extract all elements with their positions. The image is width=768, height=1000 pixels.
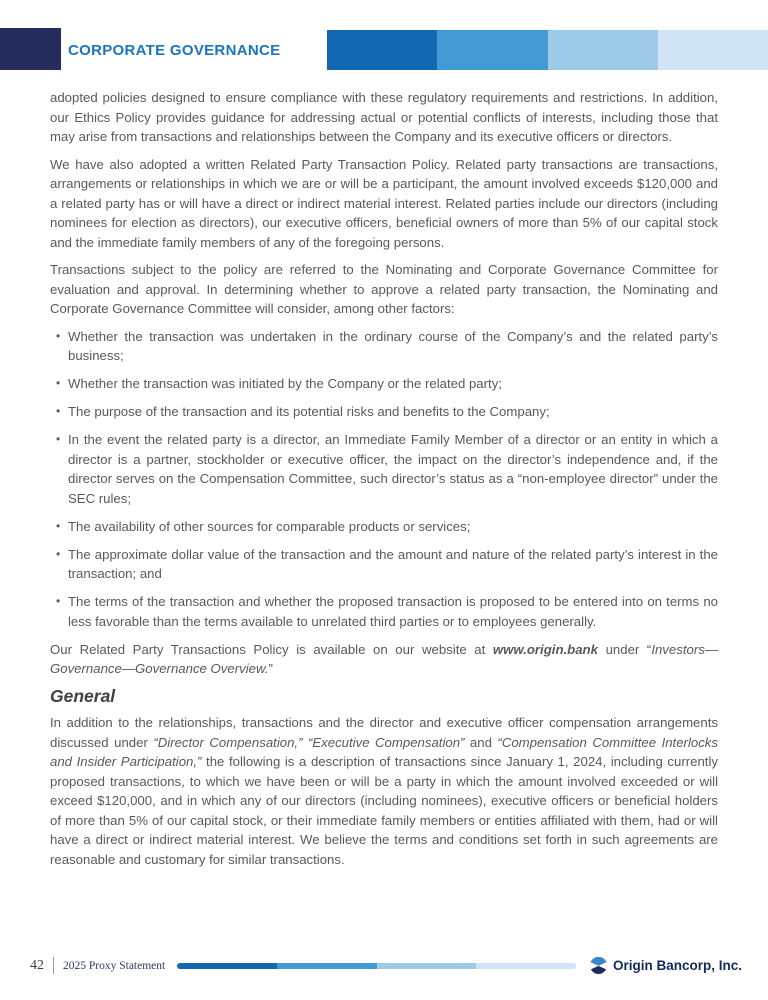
list-item <box>56 592 718 631</box>
text-segment: the following is a description of transactions since January 1, 2024, including currently proposed transactions, to which we have been or will be a party in which the amount involved exceeded or will exceed $120,000, and in which any of our directors (including nominees), executive officers or beneficial holders of more than 5% of our capital stock, or their immediate family members or entities affiliated with them, had or will have a direct or indirect material interest. We believe the terms and conditions set forth in such agreements are reasonable and customary for similar transactions. <box>50 754 718 867</box>
list-item <box>56 374 718 394</box>
document-body <box>50 88 718 877</box>
list-item <box>56 545 718 584</box>
gradient-segment <box>658 30 768 70</box>
bullet-icon: • <box>56 518 61 533</box>
bullet-icon: • <box>56 328 61 343</box>
text-segment: and <box>464 734 498 750</box>
bullet-icon: • <box>56 546 61 561</box>
footer-divider <box>53 957 54 974</box>
list-item-text: The purpose of the transaction and its potential risks and benefits to the Company; <box>68 404 550 419</box>
bullet-icon: • <box>56 432 61 446</box>
text-segment: www.origin.bank <box>492 641 598 657</box>
gradient-segment <box>177 963 277 969</box>
bullet-icon: • <box>56 376 61 390</box>
text-segment: “Director Compensation,” <box>153 734 303 750</box>
text-segment: under “ <box>597 641 652 657</box>
paragraph-general-description <box>50 713 718 869</box>
list-item <box>56 402 718 422</box>
gradient-segment <box>548 30 658 70</box>
section-heading-general: General <box>50 685 116 706</box>
gradient-segment <box>277 963 377 969</box>
list-item-text: In the event the related party is a director, an Immediate Family Member of a director or an entity in which a director is a partner, stockholder or executive officer, the impact on the director’s independence and, if the director serves on the Compensation Committee, such director’s status as a “non-employee director” under the SEC rules; <box>68 432 718 506</box>
header-gradient-bar <box>327 30 768 70</box>
page-footer <box>30 957 742 974</box>
company-name: Origin Bancorp, Inc. <box>612 958 742 973</box>
list-item-text: Whether the transaction was initiated by the Company or the related party; <box>68 376 502 391</box>
bullet-icon: • <box>56 404 61 418</box>
paragraph-regulatory-compliance: adopted policies designed to ensure compliance with these regulatory requirements and restrictions. In addition, our Ethics Policy provides guidance for addressing actual or potential conflicts of interests, including those that may arise from transactions and relationships between the Company and its executive officers or directors. <box>50 90 718 144</box>
list-item-text: The availability of other sources for comparable products or services; <box>68 518 471 534</box>
gradient-segment <box>377 963 477 969</box>
list-item <box>56 517 718 537</box>
list-item <box>56 430 718 508</box>
text-segment: Our Related Party Transactions Policy is available on our website at <box>50 641 493 657</box>
header-accent-square <box>0 28 61 70</box>
text-segment: ” <box>268 661 273 676</box>
list-item-text: The terms of the transaction and whether the proposed transaction is proposed to be entered into on terms no less favorable than the terms available to unrelated third parties or to employees generally. <box>68 594 718 629</box>
gradient-segment <box>437 30 547 70</box>
text-segment: In addition to the relationships, transactions and the director and executive officer compensation arrangements discussed under <box>50 715 718 750</box>
list-item-text: The approximate dollar value of the transaction and the amount and nature of the related party’s interest in the transaction; and <box>68 546 718 581</box>
origin-logo-icon <box>590 957 607 974</box>
page-number: 42 <box>30 957 44 973</box>
text-segment: “Compensation Committee Interlocks and Insider Participation,” <box>50 734 718 769</box>
footer-gradient-bar <box>177 963 576 969</box>
factors-bullet-list <box>50 327 718 632</box>
paragraph-related-party-policy: We have also adopted a written Related Party Transaction Policy. Related party transactions are transactions, arrangements or relationships in which we are or will be a participant, the amount involved exceeds $120,000 and a related party has or will have a direct or indirect material interest. Related parties include our directors (including nominees for election as directors), our executive officers, beneficial owners of more than 5% of our capital stock and the immediate family members of any of the foregoing persons. <box>50 156 718 250</box>
paragraph-committee-approval: Transactions subject to the policy are referred to the Nominating and Corporate Governance Committee for evaluation and approval. In determining whether to approve a related party transaction, the Nominating and Corporate Governance Committee will consider, among other factors: <box>50 262 718 316</box>
bullet-icon: • <box>56 594 61 608</box>
text-segment: “Executive Compensation” <box>307 734 465 750</box>
doc-title: 2025 Proxy Statement <box>63 959 166 972</box>
gradient-segment <box>327 30 437 70</box>
list-item-text: Whether the transaction was undertaken in the ordinary course of the Company’s and the related party’s business; <box>68 328 718 363</box>
gradient-segment <box>476 963 576 969</box>
page-title: CORPORATE GOVERNANCE <box>68 41 281 59</box>
list-item <box>56 327 718 366</box>
paragraph-policy-website <box>50 640 718 679</box>
text-segment: Investors—Governance—Governance Overview. <box>50 641 719 676</box>
